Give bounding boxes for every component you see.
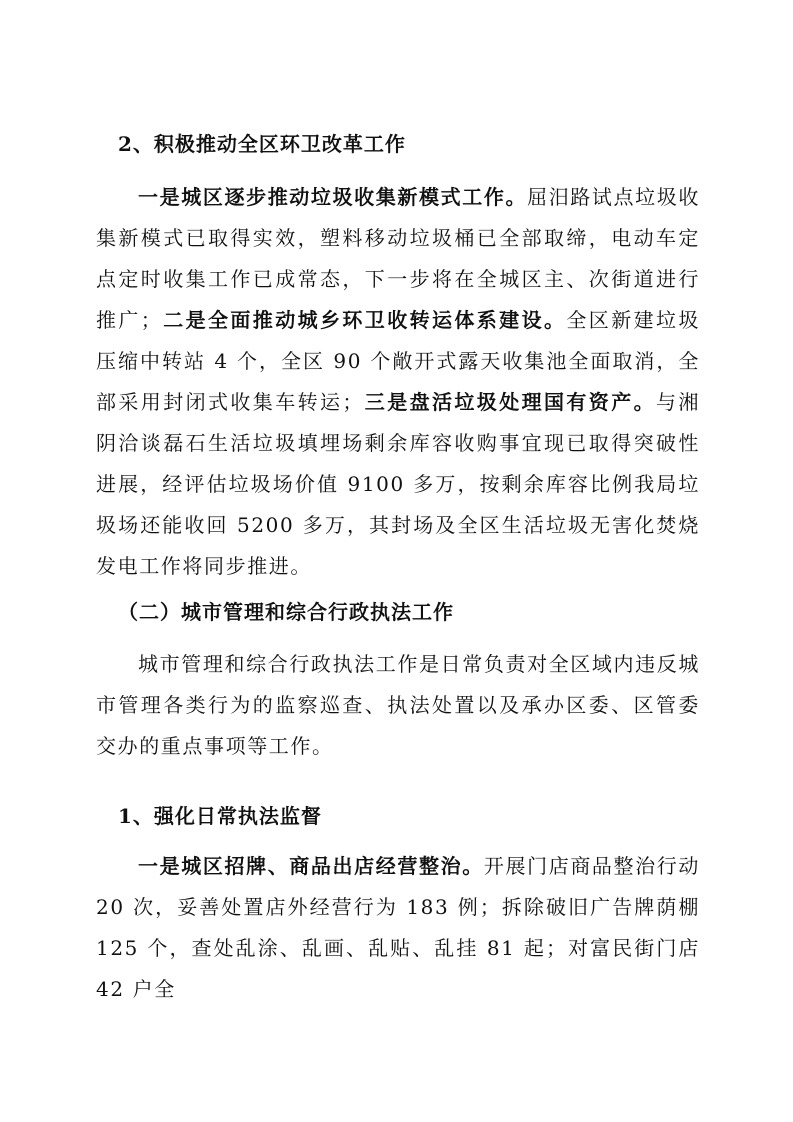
lead-phrase: 一是城区逐步推动垃圾收集新模式工作。 <box>138 185 528 209</box>
body-text: 全区新建垃圾压缩中转站 4 个，全区 90 个敞开式露天收集池全面取消，全部采用封闭式收集车转运； <box>96 308 700 414</box>
section-heading-law-enforcement: 1、强化日常执法监督 <box>118 804 322 828</box>
body-text: 屈汨路试点垃圾收集新模式已取得实效，塑料移动垃圾桶已全部取缔，电动车定点定时收集工作已成常态，下一步将在全城区主、次街道进行推广； <box>96 185 700 332</box>
paragraph-law-enforcement <box>96 846 700 1010</box>
paragraph-sanitation-reform <box>96 177 700 587</box>
lead-phrase: 一是城区招牌、商品出店经营整治。 <box>138 854 484 878</box>
body-text: 与湘阴洽谈磊石生活垃圾填埋场剩余库容收购事宜现已取得突破性进展，经评估垃圾场价值 9100 多万，按剩余库容比例我局垃圾场还能收回 5200 多万，其封场及全区生活垃圾无害化焚烧发电工作将同步推进。 <box>96 390 700 578</box>
paragraph-urban-management: 城市管理和综合行政执法工作是日常负责对全区域内违反城市管理各类行为的监察巡查、执法处置以及承办区委、区管委交办的重点事项等工作。 <box>96 652 700 758</box>
section-heading-urban-management: （二）城市管理和综合行政执法工作 <box>118 600 454 624</box>
lead-phrase: 三是盘活垃圾处理国有资产。 <box>364 390 656 414</box>
lead-phrase: 二是全面推动城乡环卫收转运体系建设。 <box>162 308 567 332</box>
body-text: 开展门店商品整治行动 20 次，妥善处置店外经营行为 183 例；拆除破旧广告牌荫棚 125 个，查处乱涂、乱画、乱贴、乱挂 81 起；对富民街门店 42 户全 <box>96 854 700 1001</box>
section-heading-sanitation-reform: 2、积极推动全区环卫改革工作 <box>118 132 406 156</box>
